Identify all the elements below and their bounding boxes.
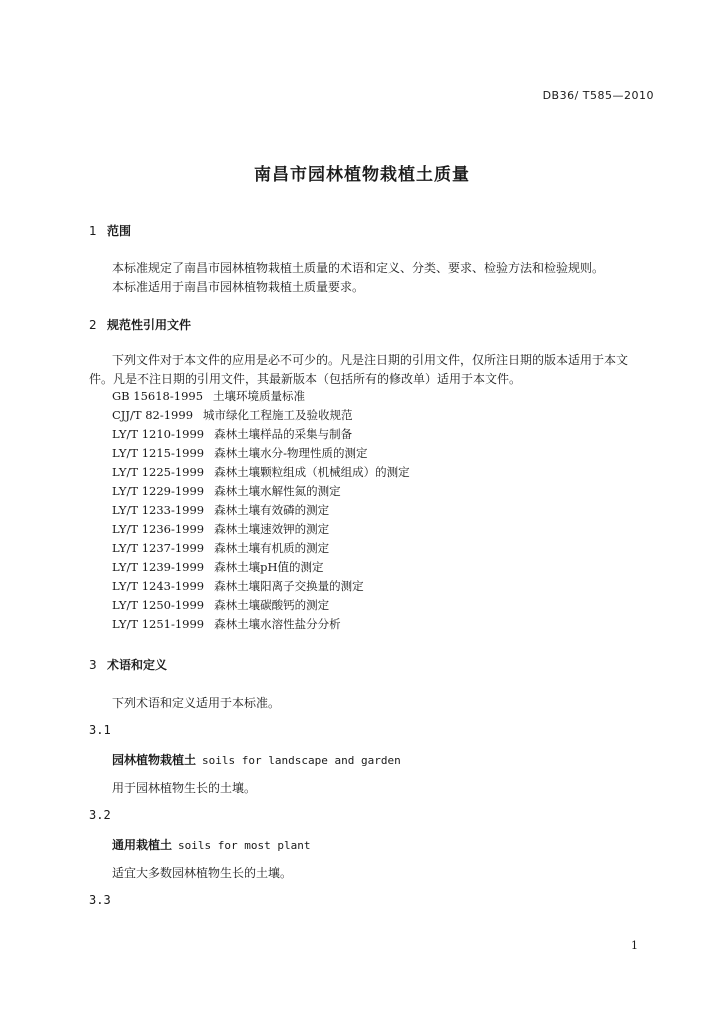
section-title: 术语和定义 [107, 658, 168, 672]
reference-code: LY/T 1236-1999 [112, 522, 205, 536]
section-title: 范围 [107, 224, 132, 238]
reference-name: 森林土壤有效磷的测定 [214, 503, 330, 517]
section-2-heading [89, 316, 191, 333]
term-english: soils for landscape and garden [202, 754, 401, 767]
reference-code: LY/T 1233-1999 [112, 503, 205, 517]
term-definition: 用于园林植物生长的土壤。 [112, 781, 257, 795]
reference-code: LY/T 1215-1999 [112, 446, 205, 460]
section-3-heading [89, 656, 167, 673]
references-intro-line-2: 件。凡是不注日期的引用文件，其最新版本（包括所有的修改单）适用于本文件。 [89, 372, 522, 386]
section-1-heading [89, 222, 131, 239]
reference-code: LY/T 1210-1999 [112, 427, 205, 441]
reference-item [112, 482, 410, 501]
term-number: 3.2 [89, 808, 111, 822]
reference-item [112, 425, 410, 444]
reference-item [112, 596, 410, 615]
term-entry [112, 836, 310, 853]
reference-code: GB 15618-1995 [112, 389, 204, 403]
term-entry [112, 751, 401, 768]
term-chinese: 园林植物栽植土 [112, 753, 197, 767]
reference-item [112, 558, 410, 577]
reference-name: 森林土壤阳离子交换量的测定 [214, 579, 364, 593]
section-number: 2 [89, 318, 97, 332]
standard-code: DB36/ T585—2010 [542, 89, 654, 102]
reference-name: 森林土壤pH值的测定 [214, 560, 324, 574]
reference-code: LY/T 1251-1999 [112, 617, 205, 631]
reference-code: LY/T 1243-1999 [112, 579, 205, 593]
reference-name: 森林土壤水溶性盐分分析 [214, 617, 341, 631]
term-number: 3.1 [89, 723, 111, 737]
reference-item [112, 387, 410, 406]
reference-name: 城市绿化工程施工及验收规范 [203, 408, 353, 422]
reference-name: 森林土壤有机质的测定 [214, 541, 330, 555]
reference-name: 森林土壤速效钾的测定 [214, 522, 330, 536]
reference-name: 森林土壤碳酸钙的测定 [214, 598, 330, 612]
reference-item [112, 444, 410, 463]
reference-item [112, 520, 410, 539]
reference-code: LY/T 1250-1999 [112, 598, 205, 612]
scope-paragraph-2: 本标准适用于南昌市园林植物栽植土质量要求。 [112, 280, 365, 294]
terms-intro: 下列术语和定义适用于本标准。 [112, 696, 281, 710]
reference-item [112, 615, 410, 634]
reference-item [112, 501, 410, 520]
reference-item [112, 539, 410, 558]
reference-code: LY/T 1229-1999 [112, 484, 205, 498]
reference-name: 森林土壤水解性氮的测定 [214, 484, 341, 498]
references-intro-line-1: 下列文件对于本文件的应用是必不可少的。凡是注日期的引用文件，仅所注日期的版本适用于本文 [112, 353, 629, 367]
scope-paragraph-1: 本标准规定了南昌市园林植物栽植土质量的术语和定义、分类、要求、检验方法和检验规则。 [112, 261, 605, 275]
reference-item [112, 577, 410, 596]
term-chinese: 通用栽植土 [112, 838, 173, 852]
document-title: 南昌市园林植物栽植土质量 [254, 165, 470, 185]
reference-code: CJJ/T 82-1999 [112, 408, 194, 422]
reference-item [112, 406, 410, 425]
section-number: 1 [89, 224, 97, 238]
reference-name: 森林土壤样品的采集与制备 [214, 427, 353, 441]
reference-item [112, 463, 410, 482]
section-number: 3 [89, 658, 97, 672]
term-definition: 适宜大多数园林植物生长的土壤。 [112, 866, 293, 880]
reference-name: 森林土壤颗粒组成（机械组成）的测定 [214, 465, 410, 479]
term-english: soils for most plant [178, 839, 311, 852]
reference-code: LY/T 1239-1999 [112, 560, 205, 574]
section-title: 规范性引用文件 [107, 318, 192, 332]
reference-code: LY/T 1225-1999 [112, 465, 205, 479]
reference-code: LY/T 1237-1999 [112, 541, 205, 555]
page-number: 1 [631, 939, 638, 952]
reference-name: 森林土壤水分-物理性质的测定 [214, 446, 368, 460]
reference-name: 土壤环境质量标准 [213, 389, 306, 403]
reference-list [112, 387, 410, 634]
term-number: 3.3 [89, 893, 111, 907]
